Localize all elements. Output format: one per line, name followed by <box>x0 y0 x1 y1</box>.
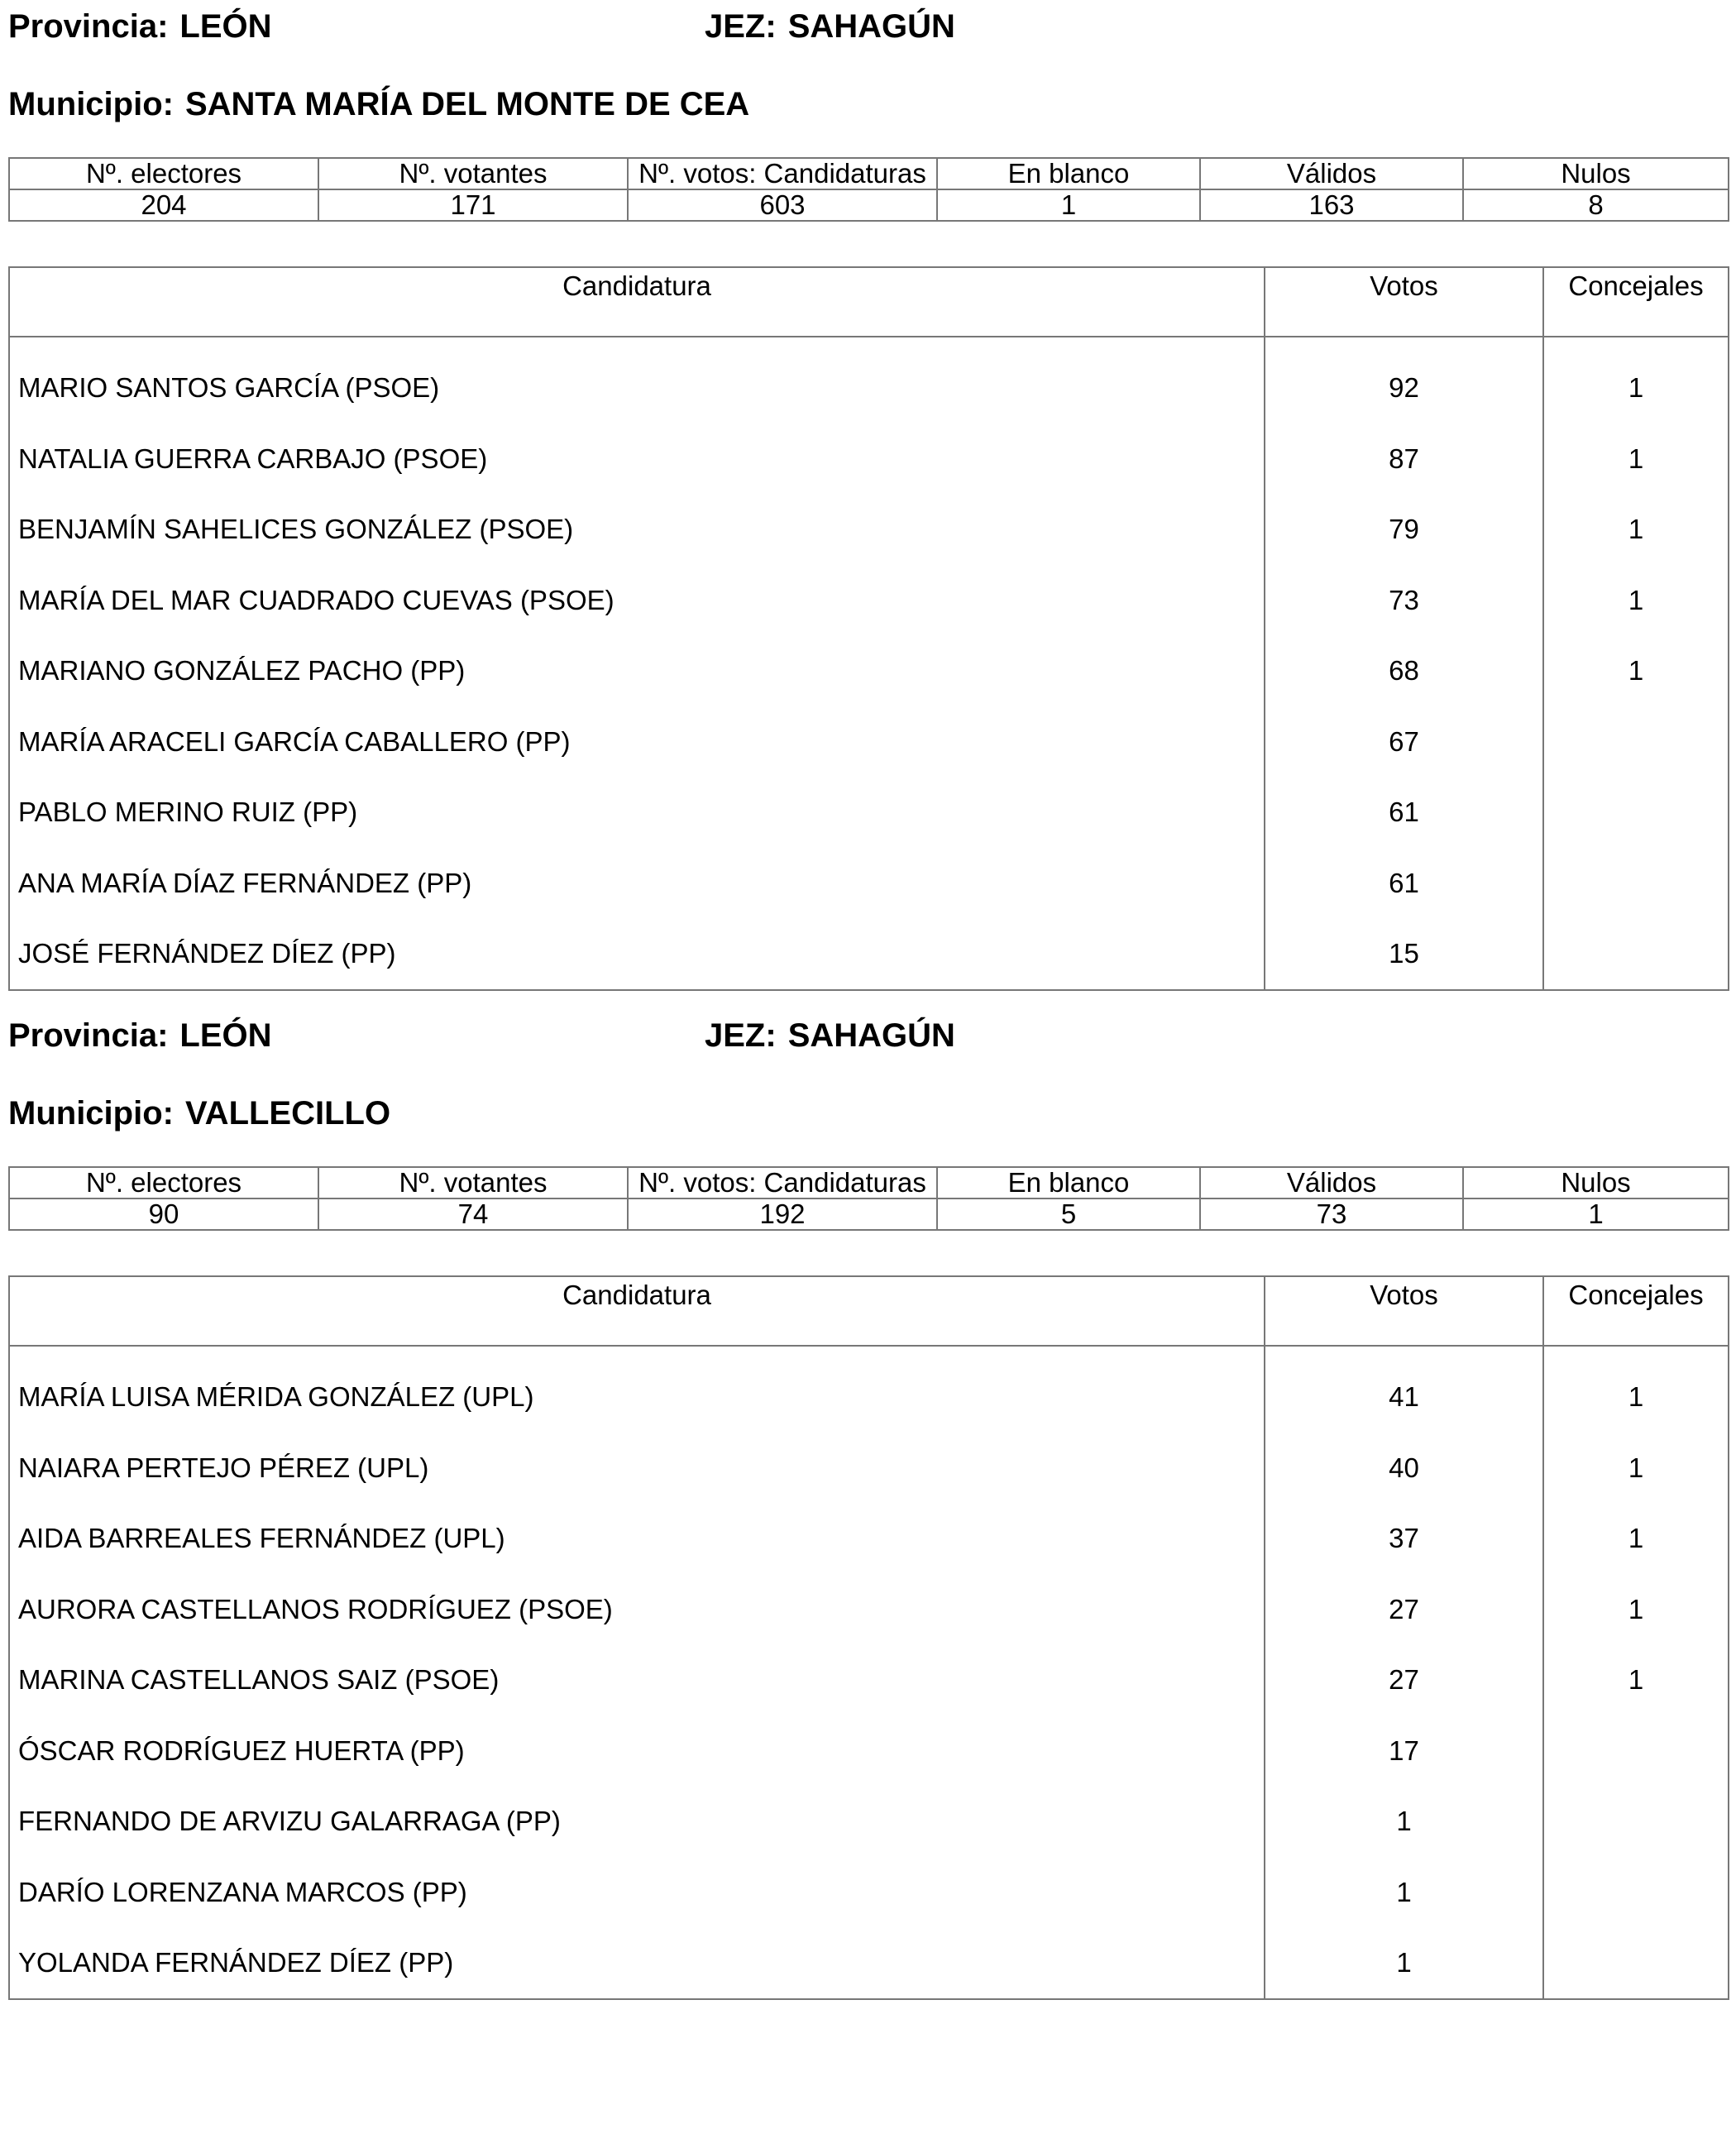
provincia-value: LEÓN <box>179 8 272 45</box>
candidate-name: PABLO MERINO RUIZ (PP) <box>9 777 1265 848</box>
header-nulos: Nulos <box>1463 158 1729 189</box>
candidate-name: MARIO SANTOS GARCÍA (PSOE) <box>9 352 1265 423</box>
header-votantes: Nº. votantes <box>318 158 628 189</box>
candidate-concejales: 1 <box>1543 494 1729 565</box>
candidate-concejales <box>1543 1927 1729 1999</box>
municipio-label: Municipio: <box>8 1095 174 1132</box>
jez-value: SAHAGÚN <box>787 8 955 45</box>
header-votos: Votos <box>1265 267 1543 337</box>
candidate-name: YOLANDA FERNÁNDEZ DÍEZ (PP) <box>9 1927 1265 1999</box>
table-row <box>9 706 1729 777</box>
spacer-row <box>9 1346 1729 1361</box>
candidate-concejales: 1 <box>1543 1433 1729 1504</box>
jez-header <box>705 1017 955 1055</box>
municipality-section <box>0 0 1736 1009</box>
header-nulos: Nulos <box>1463 1167 1729 1199</box>
candidate-votos: 1 <box>1265 1927 1543 1999</box>
value-nulos: 8 <box>1463 189 1729 221</box>
header-candidatura: Candidatura <box>9 267 1265 337</box>
header-electores: Nº. electores <box>9 1167 318 1199</box>
header-validos: Válidos <box>1200 158 1463 189</box>
candidate-votos: 15 <box>1265 918 1543 990</box>
table-row <box>9 1433 1729 1504</box>
candidate-concejales <box>1543 777 1729 848</box>
header-en-blanco: En blanco <box>937 158 1200 189</box>
value-electores: 204 <box>9 189 318 221</box>
candidates-header-row <box>9 1276 1729 1346</box>
candidate-name: DARÍO LORENZANA MARCOS (PP) <box>9 1857 1265 1928</box>
table-row <box>9 918 1729 990</box>
candidate-votos: 37 <box>1265 1503 1543 1574</box>
candidate-concejales: 1 <box>1543 1644 1729 1715</box>
candidate-name: AURORA CASTELLANOS RODRÍGUEZ (PSOE) <box>9 1574 1265 1645</box>
candidate-name: ÓSCAR RODRÍGUEZ HUERTA (PP) <box>9 1715 1265 1787</box>
value-electores: 90 <box>9 1199 318 1230</box>
candidate-votos: 87 <box>1265 423 1543 495</box>
candidate-votos: 1 <box>1265 1857 1543 1928</box>
jez-header <box>705 7 955 45</box>
table-row <box>9 423 1729 495</box>
candidate-name: BENJAMÍN SAHELICES GONZÁLEZ (PSOE) <box>9 494 1265 565</box>
provincia-header <box>8 7 272 45</box>
header-validos: Válidos <box>1200 1167 1463 1199</box>
candidate-votos: 27 <box>1265 1574 1543 1645</box>
summary-value-row <box>9 189 1729 221</box>
table-row <box>9 565 1729 636</box>
candidate-concejales <box>1543 1857 1729 1928</box>
candidate-name: JOSÉ FERNÁNDEZ DÍEZ (PP) <box>9 918 1265 990</box>
summary-table <box>8 1166 1729 1231</box>
provincia-header <box>8 1017 272 1055</box>
header-votos: Votos <box>1265 1276 1543 1346</box>
candidates-header-row <box>9 267 1729 337</box>
value-validos: 73 <box>1200 1199 1463 1230</box>
candidate-name: MARINA CASTELLANOS SAIZ (PSOE) <box>9 1644 1265 1715</box>
header-en-blanco: En blanco <box>937 1167 1200 1199</box>
value-validos: 163 <box>1200 189 1463 221</box>
candidate-concejales <box>1543 1715 1729 1787</box>
candidate-votos: 61 <box>1265 777 1543 848</box>
header-votos-candidaturas: Nº. votos: Candidaturas <box>628 158 937 189</box>
summary-header-row <box>9 158 1729 189</box>
municipio-header <box>8 85 749 123</box>
candidate-name: ANA MARÍA DÍAZ FERNÁNDEZ (PP) <box>9 848 1265 919</box>
candidate-name: MARÍA ARACELI GARCÍA CABALLERO (PP) <box>9 706 1265 777</box>
candidate-votos: 41 <box>1265 1361 1543 1433</box>
candidate-name: AIDA BARREALES FERNÁNDEZ (UPL) <box>9 1503 1265 1574</box>
value-votos-candidaturas: 192 <box>628 1199 937 1230</box>
value-nulos: 1 <box>1463 1199 1729 1230</box>
candidate-votos: 17 <box>1265 1715 1543 1787</box>
municipio-value: SANTA MARÍA DEL MONTE DE CEA <box>184 86 750 122</box>
candidate-name: NATALIA GUERRA CARBAJO (PSOE) <box>9 423 1265 495</box>
summary-value-row <box>9 1199 1729 1230</box>
table-row <box>9 352 1729 423</box>
candidate-name: MARÍA DEL MAR CUADRADO CUEVAS (PSOE) <box>9 565 1265 636</box>
jez-value: SAHAGÚN <box>787 1017 955 1054</box>
table-row <box>9 494 1729 565</box>
table-row <box>9 1927 1729 1999</box>
candidate-concejales: 1 <box>1543 635 1729 706</box>
candidate-votos: 67 <box>1265 706 1543 777</box>
header-electores: Nº. electores <box>9 158 318 189</box>
candidate-concejales <box>1543 1786 1729 1857</box>
table-row <box>9 1644 1729 1715</box>
candidates-table <box>8 1275 1729 2000</box>
candidate-concejales: 1 <box>1543 1574 1729 1645</box>
candidate-concejales: 1 <box>1543 423 1729 495</box>
summary-header-row <box>9 1167 1729 1199</box>
candidate-votos: 1 <box>1265 1786 1543 1857</box>
jez-label: JEZ: <box>705 8 777 45</box>
municipality-section <box>0 1009 1736 2018</box>
header-concejales: Concejales <box>1543 1276 1729 1346</box>
candidate-votos: 73 <box>1265 565 1543 636</box>
municipio-header <box>8 1094 390 1132</box>
candidate-concejales: 1 <box>1543 1503 1729 1574</box>
candidate-concejales: 1 <box>1543 1361 1729 1433</box>
candidate-concejales <box>1543 918 1729 990</box>
candidates-table <box>8 266 1729 991</box>
spacer-row <box>9 337 1729 352</box>
table-row <box>9 1574 1729 1645</box>
candidate-votos: 79 <box>1265 494 1543 565</box>
candidate-name: MARIANO GONZÁLEZ PACHO (PP) <box>9 635 1265 706</box>
candidate-concejales: 1 <box>1543 352 1729 423</box>
value-votantes: 74 <box>318 1199 628 1230</box>
table-row <box>9 848 1729 919</box>
municipio-value: VALLECILLO <box>184 1095 391 1132</box>
header-candidatura: Candidatura <box>9 1276 1265 1346</box>
candidate-votos: 40 <box>1265 1433 1543 1504</box>
header-votos-candidaturas: Nº. votos: Candidaturas <box>628 1167 937 1199</box>
table-row <box>9 635 1729 706</box>
candidate-votos: 92 <box>1265 352 1543 423</box>
candidate-votos: 27 <box>1265 1644 1543 1715</box>
value-votantes: 171 <box>318 189 628 221</box>
provincia-label: Provincia: <box>8 1017 169 1054</box>
provincia-label: Provincia: <box>8 8 169 45</box>
candidate-name: NAIARA PERTEJO PÉREZ (UPL) <box>9 1433 1265 1504</box>
table-row <box>9 1503 1729 1574</box>
candidate-concejales <box>1543 848 1729 919</box>
value-votos-candidaturas: 603 <box>628 189 937 221</box>
candidate-votos: 68 <box>1265 635 1543 706</box>
header-votantes: Nº. votantes <box>318 1167 628 1199</box>
candidate-votos: 61 <box>1265 848 1543 919</box>
candidate-concejales: 1 <box>1543 565 1729 636</box>
summary-table <box>8 157 1729 222</box>
value-en-blanco: 1 <box>937 189 1200 221</box>
table-row <box>9 1361 1729 1433</box>
table-row <box>9 1786 1729 1857</box>
table-row <box>9 1715 1729 1787</box>
provincia-value: LEÓN <box>179 1017 272 1054</box>
table-row <box>9 777 1729 848</box>
candidate-name: MARÍA LUISA MÉRIDA GONZÁLEZ (UPL) <box>9 1361 1265 1433</box>
candidate-name: FERNANDO DE ARVIZU GALARRAGA (PP) <box>9 1786 1265 1857</box>
candidate-concejales <box>1543 706 1729 777</box>
jez-label: JEZ: <box>705 1017 777 1054</box>
header-concejales: Concejales <box>1543 267 1729 337</box>
municipio-label: Municipio: <box>8 86 174 122</box>
value-en-blanco: 5 <box>937 1199 1200 1230</box>
table-row <box>9 1857 1729 1928</box>
